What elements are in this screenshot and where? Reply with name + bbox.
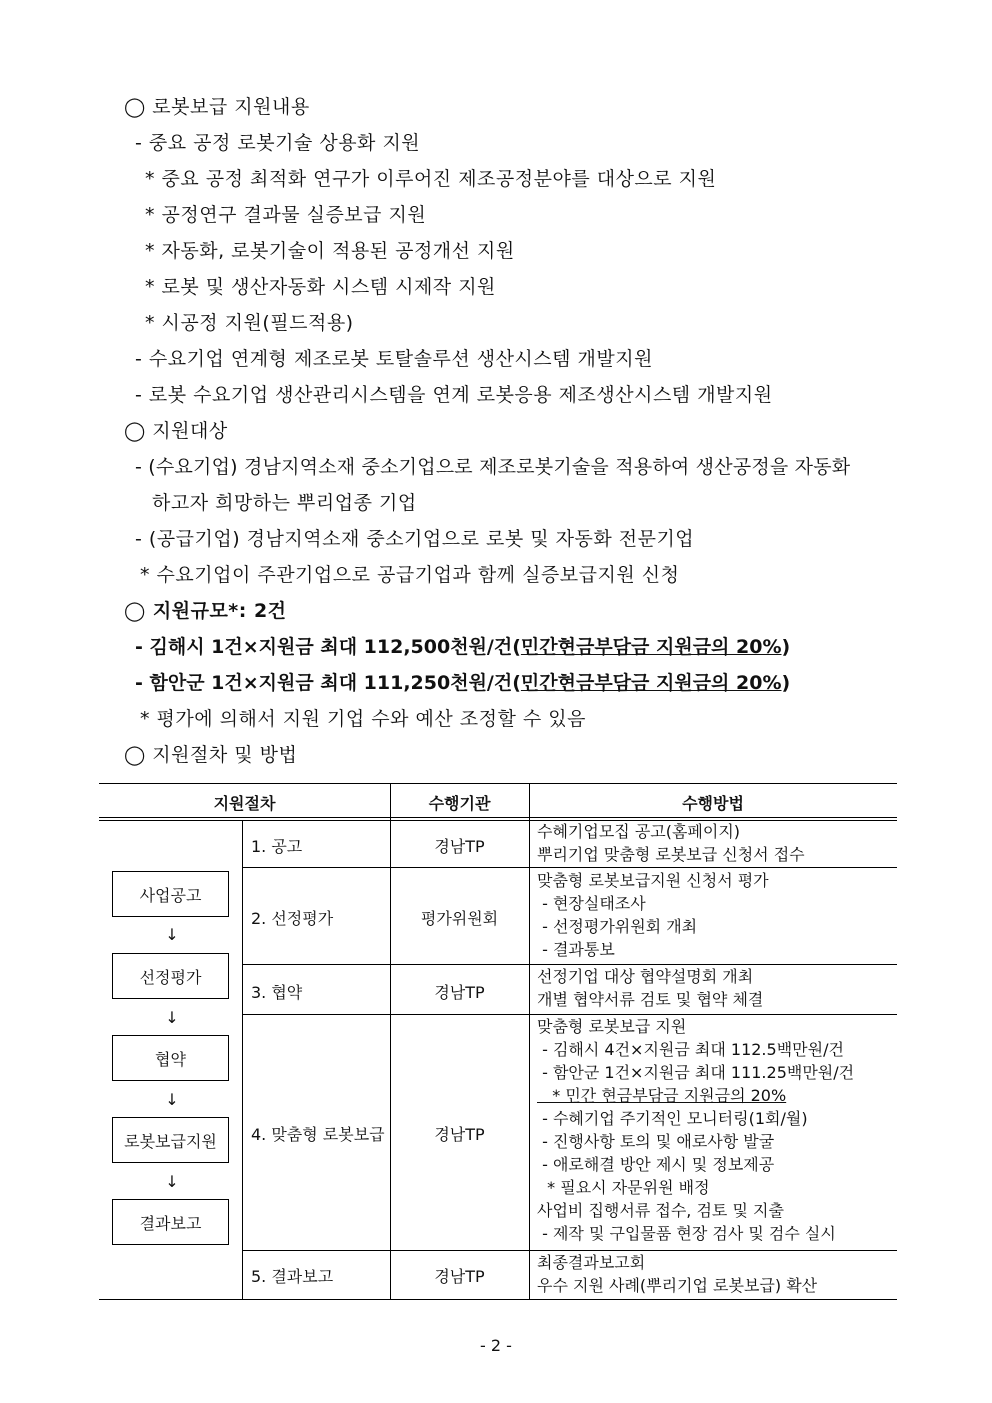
text-line: * 시공정 지원(필드적용): [145, 312, 354, 334]
org-cell: 경남TP: [434, 1267, 485, 1286]
text-line: * 자동화, 로봇기술이 적용된 공정개선 지원: [145, 240, 515, 262]
arrow-down-icon: ↓: [165, 1172, 179, 1191]
method-cell: 최종결과보고회 우수 지원 사례(뿌리기업 로봇보급) 확산: [537, 1253, 818, 1295]
page-number: - 2 -: [480, 1336, 512, 1355]
scale-haman: - 함안군 1건×지원금 최대 111,250천원/건(민간현금부담금 지원금의 20%): [135, 672, 791, 694]
header-agency: 수행기관: [428, 794, 491, 813]
text-line: * 수요기업이 주관기업으로 공급기업과 함께 실증보급지원 신청: [140, 564, 680, 586]
text-line: - 수요기업 연계형 제조로봇 토탈솔루션 생산시스템 개발지원: [135, 348, 653, 370]
arrow-down-icon: ↓: [165, 1090, 179, 1109]
section-heading-procedure: ◯ 지원절차 및 방법: [124, 744, 298, 766]
scale-gimhae: - 김해시 1건×지원금 최대 112,500천원/건(민간현금부담금 지원금의 20%): [135, 636, 791, 658]
step-cell: 4. 맞춤형 로봇보급: [251, 1125, 385, 1144]
method-cell: 선정기업 대상 협약설명회 개최 개별 협약서류 검토 및 협약 체결: [537, 967, 764, 1009]
text-line: - 로봇 수요기업 생산관리시스템을 연계 로봇응용 제조생산시스템 개발지원: [135, 384, 773, 406]
step-cell: 3. 협약: [251, 983, 303, 1002]
arrow-down-icon: ↓: [165, 925, 179, 944]
flow-box-result-report: 결과보고: [112, 1199, 229, 1245]
org-cell: 경남TP: [434, 983, 485, 1002]
arrow-down-icon: ↓: [165, 1008, 179, 1027]
org-cell: 경남TP: [434, 1125, 485, 1144]
text-line: - 중요 공정 로봇기술 상용화 지원: [135, 132, 421, 154]
method-cell: 맞춤형 로봇보급지원 신청서 평가 - 현장실태조사 - 선정평가위원회 개최 - 결과통보: [537, 871, 769, 959]
header-procedure: 지원절차: [213, 794, 276, 813]
text-line: 하고자 희망하는 뿌리업종 기업: [152, 492, 417, 514]
flow-box-evaluation: 선정평가: [112, 953, 229, 999]
text-line: * 평가에 의해서 지원 기업 수와 예산 조정할 수 있음: [140, 708, 586, 730]
step-cell: 5. 결과보고: [251, 1267, 334, 1286]
text-line: * 중요 공정 최적화 연구가 이루어진 제조공정분야를 대상으로 지원: [145, 168, 717, 190]
flow-box-robot-support: 로봇보급지원: [112, 1117, 229, 1163]
org-cell: 평가위원회: [420, 909, 499, 928]
flow-box-agreement: 협약: [112, 1035, 229, 1081]
step-cell: 1. 공고: [251, 837, 303, 856]
org-cell: 경남TP: [434, 837, 485, 856]
text-line: - (수요기업) 경남지역소재 중소기업으로 제조로봇기술을 적용하여 생산공정을 자동화: [135, 456, 851, 478]
section-heading-support-content: ◯ 로봇보급 지원내용: [124, 96, 310, 118]
method-cell: 수혜기업모집 공고(홈페이지) 뿌리기업 맞춤형 로봇보급 신청서 접수: [537, 822, 805, 864]
procedure-table: [99, 783, 897, 1300]
text-line: * 로봇 및 생산자동화 시스템 시제작 지원: [145, 276, 496, 298]
section-heading-target: ◯ 지원대상: [124, 420, 228, 442]
method-cell: 맞춤형 로봇보급 지원 - 김해시 4건×지원금 최대 112.5백만원/건 - 함안군 1건×지원금 최대 111.25백만원/건 * 민간 현금부담금 지원금의 20% - 수혜기업 주기적인 모니터링(1회/월) - 진행사항 토의 및 애로사항 발굴 - 애로해결 방안 제시 및 정보제공 * 필요시 자문위원 배정 사업비 집행서류 접수, 검토 및 지출 - 제작 및 구입물품 현장 검사 및 검수 실시: [537, 1017, 855, 1243]
text-line: - (공급기업) 경남지역소재 중소기업으로 로봇 및 자동화 전문기업: [135, 528, 695, 550]
step-cell: 2. 선정평가: [251, 909, 334, 928]
header-method: 수행방법: [682, 794, 744, 813]
flow-box-announcement: 사업공고: [112, 871, 229, 917]
text-line: * 공정연구 결과물 실증보급 지원: [145, 204, 427, 226]
section-heading-scale: ◯ 지원규모*: 2건: [124, 600, 287, 622]
